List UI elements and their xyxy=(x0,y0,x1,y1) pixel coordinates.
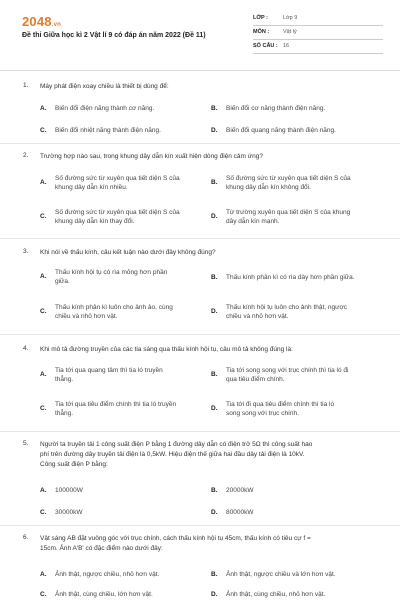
option-letter: B. xyxy=(211,274,218,281)
option-text xyxy=(55,208,180,226)
option-letter: B. xyxy=(211,179,218,186)
option-text: Ảnh thật, cùng chiều, nhỏ hơn vật. xyxy=(226,591,326,598)
option-line-2: thẳng. xyxy=(55,410,74,417)
option-letter: C. xyxy=(40,591,47,598)
option-line-1: Thấu kính hội tụ luôn cho ảnh thật, ngược xyxy=(226,304,347,311)
option-letter: D. xyxy=(211,213,218,220)
option-c[interactable] xyxy=(40,400,205,420)
option-line-1: Số đường sức từ xuyên qua tiết diện S của xyxy=(55,209,180,216)
option-d[interactable] xyxy=(211,208,386,228)
option-text: Ảnh thật, ngược chiều, nhỏ hơn vật. xyxy=(55,571,160,578)
question-number: 6. xyxy=(23,534,29,541)
option-text xyxy=(55,174,180,192)
option-line-2: song song với trục chính. xyxy=(226,410,299,417)
logo-main: 2048 xyxy=(22,14,52,29)
option-line-1: Tia tới qua tiêu điểm chính thì tia ló truyền xyxy=(55,401,177,408)
option-line-1: Số đường sức từ xuyên qua tiết diện S của xyxy=(226,175,351,182)
option-text xyxy=(226,400,334,418)
question-line-1: Vật sáng AB đặt vuông góc với trục chính, cách thấu kính hội tụ 45cm, thấu kính có tiêu cự f = xyxy=(40,535,311,542)
meta-label-class: LỚP : xyxy=(253,15,268,21)
meta-row-subject xyxy=(253,26,383,40)
option-line-2: khung dây dẫn kín nhiều. xyxy=(55,184,128,191)
question-text: Khi nói về thấu kính, câu kết luận nào dưới đây không đúng? xyxy=(40,249,216,256)
question-text: Trường hợp nào sau, trong khung dây dẫn kín xuất hiện dòng điện cảm ứng? xyxy=(40,153,263,160)
question-line-1: Người ta truyền tải 1 công suất điện P bằng 1 đường dây dẫn có điện trở 5Ω thì công suất hao xyxy=(40,441,313,448)
meta-value-class: Lớp 9 xyxy=(283,15,298,21)
option-text xyxy=(55,268,167,286)
option-line-2: chiều và nhỏ hơn vật. xyxy=(226,313,289,320)
meta-value-subject: Vật lý xyxy=(283,29,297,35)
question-divider xyxy=(0,431,400,432)
option-text xyxy=(55,400,176,418)
option-letter: A. xyxy=(40,273,47,280)
option-text: 20000kW xyxy=(226,487,254,494)
page-header xyxy=(0,0,400,70)
option-c[interactable] xyxy=(40,208,205,228)
question-line-2: phí trên đường dây truyền tải điện là 0,5kW. Hiệu điện thế giữa hai đầu dây tải điện là 10kV. xyxy=(40,451,305,458)
question-number: 1. xyxy=(23,82,29,89)
option-b[interactable] xyxy=(211,366,391,386)
question-text: Khi mô tả đường truyền của các tia sáng qua thấu kính hội tụ, câu mô tả không đúng là: xyxy=(40,346,293,353)
option-letter: D. xyxy=(211,308,218,315)
meta-label-count: SỐ CÂU : xyxy=(253,43,278,49)
option-line-1: Tia tới đi qua tiêu điểm chính thì tia ló xyxy=(226,401,335,408)
meta-value-count: 16 xyxy=(283,43,290,49)
question-line-2: 15cm. Ảnh A'B' có đặc điểm nào dưới đây: xyxy=(40,545,163,552)
question-text: Máy phát điện xoay chiều là thiết bị dùng để: xyxy=(40,83,169,90)
option-text: 80000kW xyxy=(226,509,254,516)
option-text: 30000kW xyxy=(55,509,83,516)
option-line-2: thẳng. xyxy=(55,376,74,383)
meta-row-class xyxy=(253,12,383,26)
option-letter: B. xyxy=(211,487,218,494)
question-4 xyxy=(0,345,400,430)
question-2 xyxy=(0,152,400,237)
meta-row-count xyxy=(253,40,383,54)
question-number: 4. xyxy=(23,345,29,352)
option-letter: B. xyxy=(211,571,218,578)
option-line-2: khung dây dẫn kín không đổi. xyxy=(226,184,311,191)
option-text xyxy=(226,303,347,321)
question-divider xyxy=(0,525,400,526)
option-text: Ảnh thật, ngược chiều và lớn hơn vật. xyxy=(226,571,336,578)
option-line-1: Từ trường xuyên qua tiết diện S của khung xyxy=(226,209,351,216)
option-d[interactable] xyxy=(211,303,386,323)
question-1 xyxy=(0,82,400,142)
option-letter: C. xyxy=(40,308,47,315)
question-6 xyxy=(0,534,400,600)
option-a[interactable] xyxy=(40,174,205,194)
option-a[interactable] xyxy=(40,366,205,386)
option-line-2: khung dây dẫn kín thay đổi. xyxy=(55,218,135,225)
question-number: 3. xyxy=(23,248,29,255)
option-letter: D. xyxy=(211,591,218,598)
option-text: Thấu kính phân kì có rìa dày hơn phần giữa. xyxy=(226,274,355,281)
option-letter: C. xyxy=(40,127,47,134)
option-text: Biến đổi quang năng thành điện năng. xyxy=(226,127,336,134)
option-letter: D. xyxy=(211,127,218,134)
question-number: 5. xyxy=(23,440,29,447)
option-d[interactable] xyxy=(211,400,391,420)
option-text xyxy=(226,208,350,226)
question-divider xyxy=(0,334,400,335)
exam-meta xyxy=(253,12,383,54)
option-text: 100000W xyxy=(55,487,83,494)
option-line-1: Số đường sức từ xuyên qua tiết diện S của xyxy=(55,175,180,182)
question-text xyxy=(40,440,385,470)
option-line-2: dây dẫn kín mạnh. xyxy=(226,218,280,225)
exam-title: Đề thi Giữa học kì 2 Vật lí 9 có đáp án năm 2022 (Đề 11) xyxy=(22,32,206,39)
option-line-1: Tia tới qua quang tâm thì tia ló truyền xyxy=(55,367,163,374)
option-line-2: qua tiêu điểm chính. xyxy=(226,376,285,383)
option-text xyxy=(226,174,351,192)
option-letter: A. xyxy=(40,371,47,378)
option-text: Biến đổi điện năng thành cơ năng. xyxy=(55,105,155,112)
option-letter: A. xyxy=(40,105,47,112)
question-3 xyxy=(0,248,400,333)
site-logo[interactable] xyxy=(22,14,61,29)
meta-label-subject: MÔN : xyxy=(253,29,270,35)
option-letter: C. xyxy=(40,213,47,220)
option-a[interactable] xyxy=(40,268,205,288)
logo-suffix: .vn xyxy=(51,22,62,28)
option-letter: D. xyxy=(211,509,218,516)
option-letter: B. xyxy=(211,371,218,378)
option-text xyxy=(55,366,163,384)
option-letter: A. xyxy=(40,571,47,578)
option-b[interactable] xyxy=(211,174,386,194)
option-c[interactable] xyxy=(40,303,205,323)
question-divider xyxy=(0,238,400,239)
question-line-3: Công suất điện P bằng: xyxy=(40,461,108,468)
option-letter: C. xyxy=(40,405,47,412)
option-letter: C. xyxy=(40,509,47,516)
option-letter: B. xyxy=(211,105,218,112)
option-text xyxy=(226,366,348,384)
header-divider xyxy=(0,70,400,71)
option-text: Ảnh thật, cùng chiều, lớn hơn vật. xyxy=(55,591,153,598)
option-line-1: Thấu kính hội tụ có rìa mỏng hơn phần xyxy=(55,269,168,276)
question-number: 2. xyxy=(23,152,29,159)
option-line-2: giữa. xyxy=(55,278,70,285)
question-5 xyxy=(0,440,400,522)
option-line-1: Tia tới song song với trục chính thì tia ló đi xyxy=(226,367,349,374)
question-text xyxy=(40,534,385,554)
option-letter: D. xyxy=(211,405,218,412)
question-divider xyxy=(0,143,400,144)
option-line-2: chiều và nhỏ hơn vật. xyxy=(55,313,118,320)
option-text: Biến đổi cơ năng thành điện năng. xyxy=(226,105,326,112)
option-letter: A. xyxy=(40,487,47,494)
option-text: Biến đổi nhiệt năng thành điện năng. xyxy=(55,127,161,134)
option-letter: A. xyxy=(40,179,47,186)
option-text xyxy=(55,303,173,321)
option-line-1: Thấu kính phân kì luôn cho ảnh ảo, cùng xyxy=(55,304,173,311)
